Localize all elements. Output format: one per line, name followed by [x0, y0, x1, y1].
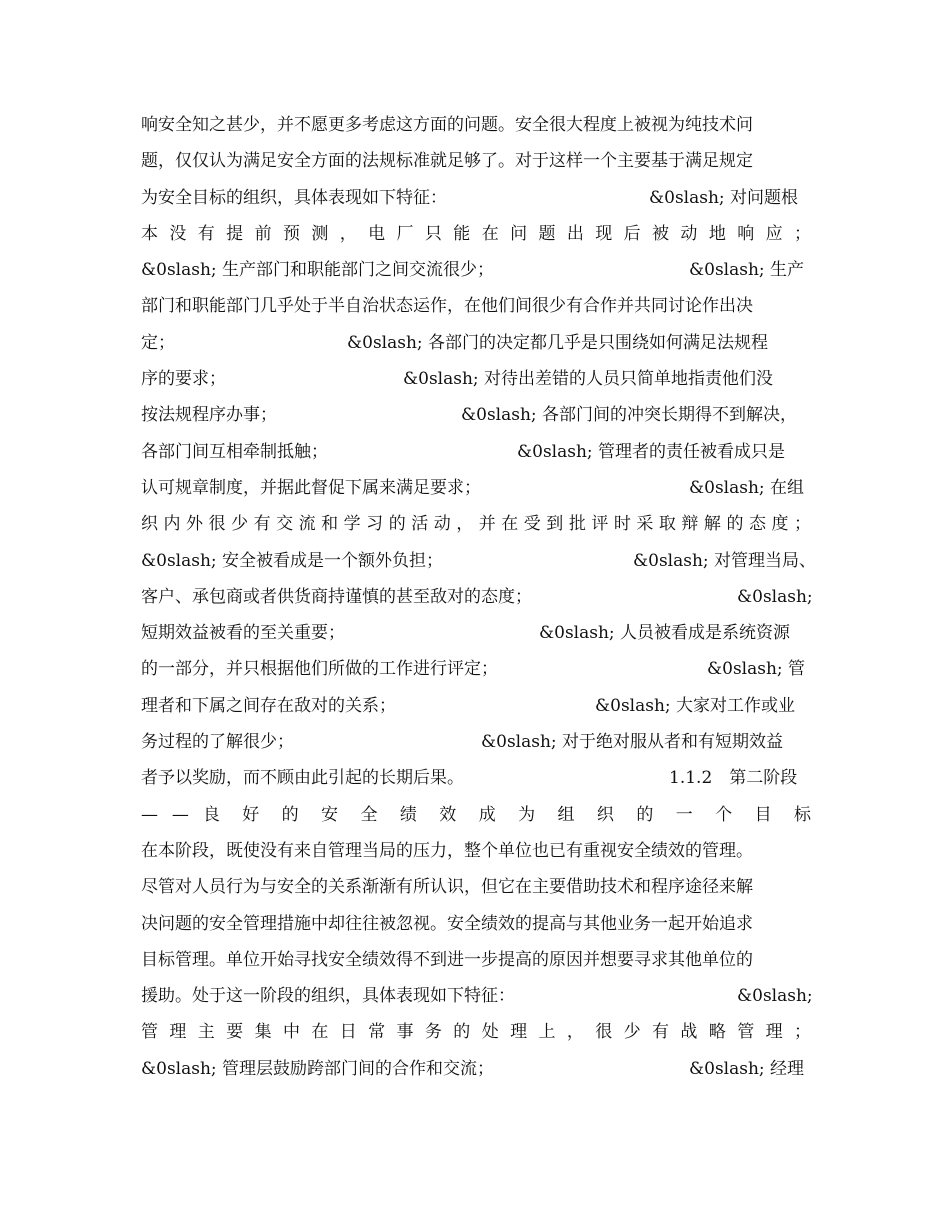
line-text: &0slash; 生产部门和职能部门之间交流很少；: [141, 260, 495, 281]
line-right-segment: &0slash;: [737, 586, 813, 607]
line-text: 务过程的了解很少；: [141, 732, 294, 753]
line-text: 决问题的安全管理措施中却往往被忽视。安全绩效的提高与其他业务一起开始追求: [141, 913, 753, 934]
text-line: [141, 150, 811, 186]
text-line: [141, 767, 811, 803]
text-line: [141, 695, 811, 731]
text-line: [141, 550, 817, 586]
line-text: 在本阶段，既使没有来自管理当局的压力，整个单位也已有重视安全绩效的管理。: [141, 840, 753, 861]
line-right-segment: &0slash; 经理: [689, 1058, 805, 1079]
line-text: 援助。处于这一阶段的组织，具体表现如下特征：: [141, 986, 515, 1007]
line-text: — — 良 好 的 安 全 绩 效 成 为 组 织 的 一 个 目 标: [141, 804, 811, 825]
line-right-segment: &0slash; 对于绝对服从者和有短期效益: [481, 732, 784, 753]
line-text: 为安全目标的组织，具体表现如下特征：: [141, 187, 447, 208]
text-line: [141, 332, 811, 368]
line-right-segment: &0slash; 各部门的决定都几乎是只围绕如何满足法规程: [347, 332, 769, 353]
line-right-segment: &0slash; 管理者的责任被看成只是: [517, 441, 786, 462]
text-line: [141, 731, 811, 767]
line-text: 认可规章制度，并据此督促下属来满足要求；: [141, 477, 481, 498]
text-line: [141, 658, 811, 694]
line-text: 部门和职能部门几乎处于半自治状态运作，在他们间很少有合作并共同讨论作出决: [141, 296, 753, 317]
line-right-segment: &0slash; 大家对工作或业: [595, 695, 796, 716]
line-right-segment: &0slash; 人员被看成是系统资源: [539, 623, 791, 644]
text-line: [141, 187, 811, 223]
line-text: &0slash; 安全被看成是一个额外负担；: [141, 550, 444, 571]
line-text: 短期效益被看的至关重要；: [141, 623, 345, 644]
text-line: [141, 1021, 811, 1057]
line-right-segment: &0slash; 生产: [689, 260, 805, 281]
text-line: [141, 368, 811, 404]
text-line: [141, 441, 811, 477]
line-text: 定；: [141, 332, 175, 353]
document-body: [141, 114, 817, 1094]
text-line: [141, 477, 811, 513]
line-text: 尽管对人员行为与安全的关系渐渐有所认识，但它在主要借助技术和程序途径来解: [141, 877, 753, 898]
line-text: &0slash; 管理层鼓励跨部门间的合作和交流；: [141, 1058, 495, 1079]
text-line: [141, 985, 811, 1021]
text-line: [141, 223, 811, 259]
line-right-segment: &0slash;: [737, 986, 813, 1007]
line-text: 本没有提前预测，电厂只能在问题出现后被动地响应；: [141, 223, 811, 244]
text-line: [141, 404, 811, 440]
text-line: [141, 259, 811, 295]
line-text: 按法规程序办事；: [141, 405, 277, 426]
line-text: 客户、承包商或者供货商持谨慎的甚至敌对的态度；: [141, 586, 532, 607]
line-text: 者予以奖励，而不顾由此引起的长期后果。: [141, 768, 464, 789]
text-line: [141, 114, 811, 150]
section-heading: [141, 804, 811, 840]
line-text: 织内外很少有交流和学习的活动，并在受到批评时采取辩解的态度；: [141, 514, 811, 535]
text-line: [141, 949, 811, 985]
line-right-segment: &0slash; 在组: [689, 477, 805, 498]
text-line: [141, 622, 811, 658]
line-text: 各部门间互相牵制抵触；: [141, 441, 328, 462]
line-text: 响安全知之甚少，并不愿更多考虑这方面的问题。安全很大程度上被视为纯技术问: [141, 115, 753, 135]
line-right-segment: &0slash; 对问题根: [649, 187, 799, 208]
line-text: 理者和下属之间存在敌对的关系；: [141, 695, 396, 716]
line-right-segment: &0slash; 对管理当局、: [633, 550, 817, 571]
line-text: 序的要求；: [141, 369, 226, 390]
line-text: 管理主要集中在日常事务的处理上，很少有战略管理；: [141, 1022, 811, 1043]
line-right-segment: &0slash; 对待出差错的人员只简单地指责他们没: [403, 369, 774, 390]
text-line: [141, 840, 811, 876]
text-line: [141, 913, 811, 949]
text-line: [141, 876, 811, 912]
text-line: [141, 1058, 811, 1094]
line-right-segment: &0slash; 管: [707, 659, 806, 680]
text-line: [141, 513, 811, 549]
line-text: 目标管理。单位开始寻找安全绩效得不到进一步提高的原因并想要寻求其他单位的: [141, 949, 753, 970]
section-heading-number: 1.1.2 第二阶段: [669, 768, 798, 789]
line-text: 题，仅仅认为满足安全方面的法规标准就足够了。对于这样一个主要基于满足规定: [141, 151, 753, 172]
text-line: [141, 586, 811, 622]
text-line: [141, 295, 811, 331]
line-right-segment: &0slash; 各部门间的冲突长期得不到解决，: [461, 405, 798, 426]
line-text: 的一部分，并只根据他们所做的工作进行评定；: [141, 659, 498, 680]
